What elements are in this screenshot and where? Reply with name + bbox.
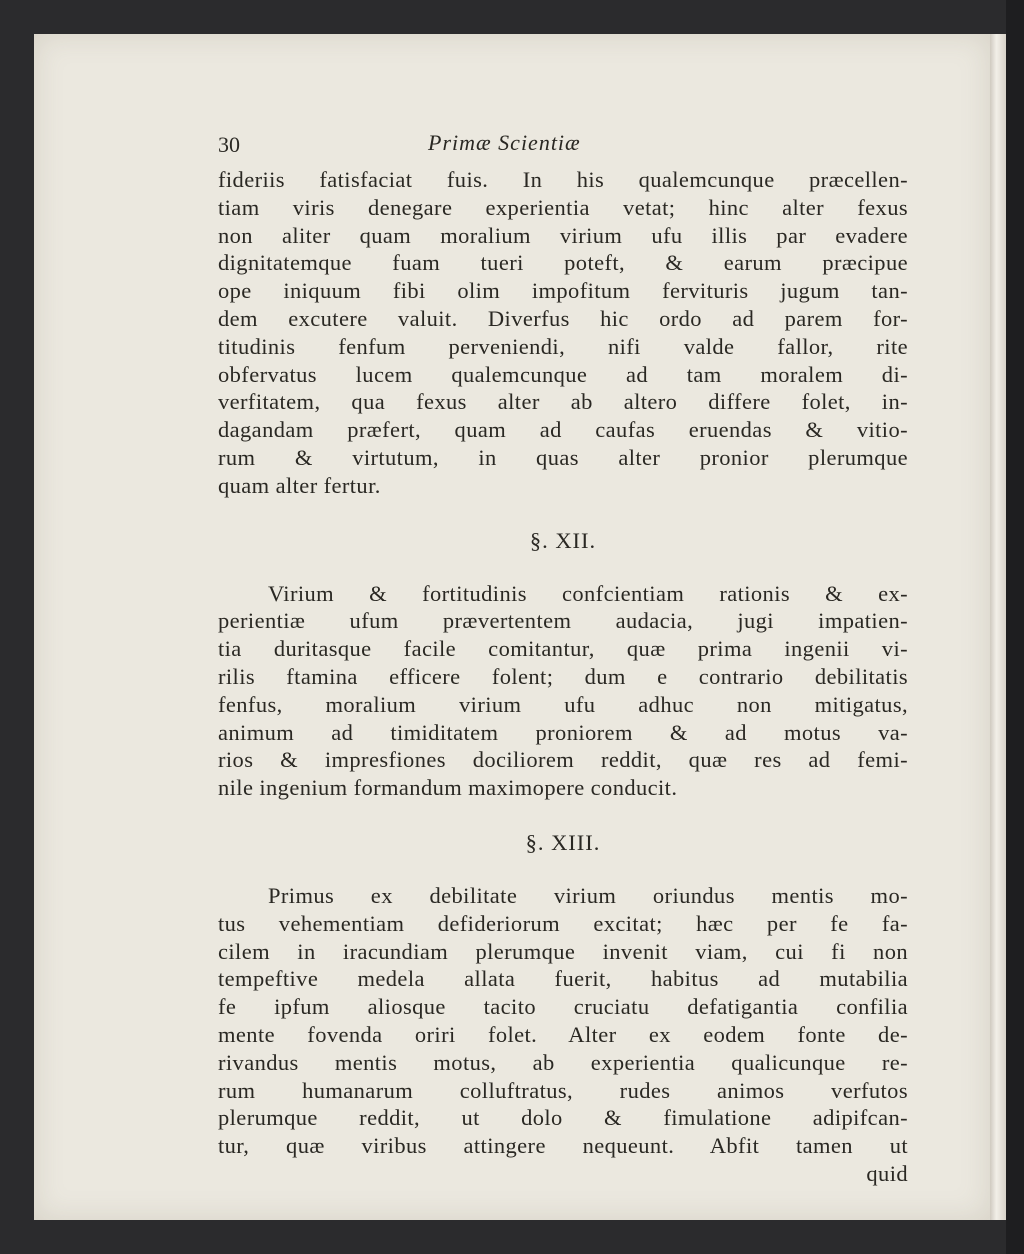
text-line: nile ingenium formandum maximopere conducit. <box>218 775 678 801</box>
text-line: rios & impresfiones dociliorem reddit, quæ res ad femi- <box>218 747 908 773</box>
text-line: perientiæ ufum prævertentem audacia, jugi impatien- <box>218 608 908 634</box>
running-title: Primæ Scientiæ <box>428 130 581 155</box>
text-line: fenfus, moralium virium ufu adhuc non mitigatus, <box>218 691 908 717</box>
text-line: rum humanarum colluftratus, rudes animos verfutos <box>218 1077 908 1103</box>
text-line: tempeftive medela allata fuerit, habitus ad mutabilia <box>218 966 908 992</box>
text-line: fideriis fatisfaciat fuis. In his qualemcunque præcellen- <box>218 167 908 192</box>
text-line: tus vehementiam defideriorum excitat; hæc per fe fa- <box>218 910 908 936</box>
text-line: tiam viris denegare experientia vetat; hinc alter fexus <box>218 194 908 220</box>
catchword: quid <box>866 1160 908 1186</box>
text-line: dem excutere valuit. Diverfus hic ordo ad parem for- <box>218 305 908 331</box>
text-line: Primus ex debilitate virium oriundus mentis mo- <box>268 882 908 908</box>
text-line: rilis ftamina efficere folent; dum e contrario debilitatis <box>218 663 908 689</box>
text-block <box>218 122 908 1188</box>
text-line: non aliter quam moralium virium ufu illis par evadere <box>218 222 908 248</box>
paragraph-section-xiii <box>218 882 908 1188</box>
text-line: ope iniquum fibi olim impofitum fervituris jugum tan- <box>218 278 908 304</box>
text-line: obfervatus lucem qualemcunque ad tam moralem di- <box>218 361 908 387</box>
text-line: tur, quæ viribus attingere nequeunt. Abfit tamen ut <box>218 1133 908 1159</box>
text-line: fe ipfum aliosque tacito cruciatu defatigantia confilia <box>218 994 908 1020</box>
section-heading-xii: §. XII. <box>529 527 597 553</box>
text-line: dignitatemque fuam tueri poteft, & earum præcipue <box>218 250 908 276</box>
text-line: verfitatem, qua fexus alter ab altero differe folet, in- <box>218 389 908 415</box>
paragraph-1 <box>218 166 908 500</box>
text-line: cilem in iracundiam plerumque invenit viam, cui fi non <box>218 938 908 964</box>
page-number: 30 <box>218 132 240 157</box>
section-heading-xiii: §. XIII. <box>525 829 601 855</box>
paragraph-section-xii <box>218 580 908 802</box>
text-line: Virium & fortitudinis confcientiam rationis & ex- <box>268 580 908 606</box>
text-line: plerumque reddit, ut dolo & fimulatione adipifcan- <box>218 1105 908 1131</box>
text-line: dagandam præfert, quam ad caufas eruendas & vitio- <box>218 417 908 443</box>
text-line: animum ad timiditatem proniorem & ad motus va- <box>218 719 908 745</box>
text-line: rum & virtutum, in quas alter pronior plerumque <box>218 444 908 470</box>
text-line: tia duritasque facile comitantur, quæ prima ingenii vi- <box>218 636 908 662</box>
page-edge <box>990 34 1006 1220</box>
text-line: quam alter fertur. <box>218 472 381 498</box>
scan-border <box>1006 0 1024 1254</box>
text-line: rivandus mentis motus, ab experientia qualicunque re- <box>218 1049 908 1075</box>
text-line: titudinis fenfum perveniendi, nifi valde fallor, rite <box>218 333 908 359</box>
running-head <box>218 122 908 166</box>
text-line: mente fovenda oriri folet. Alter ex eodem fonte de- <box>218 1021 908 1047</box>
